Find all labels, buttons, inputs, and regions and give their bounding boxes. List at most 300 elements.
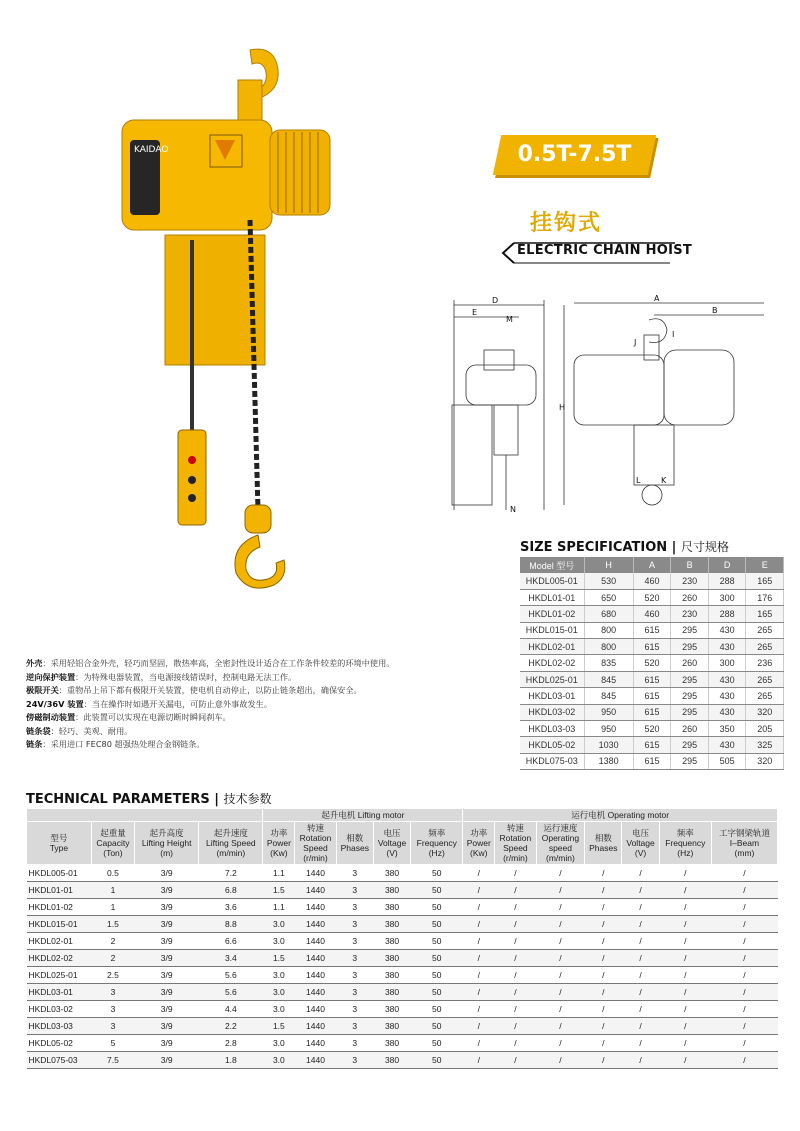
tech-value-cell: 0.5 — [91, 865, 134, 882]
size-row — [520, 655, 784, 671]
tech-value-cell: 3 — [336, 1018, 373, 1035]
tech-model-cell: HKDL075-03 — [27, 1052, 92, 1069]
size-value-cell: 236 — [746, 655, 784, 671]
size-spec-title: SIZE SPECIFICATION | 尺寸规格 — [520, 540, 729, 555]
tech-row — [27, 1018, 778, 1035]
tech-value-cell: 4.4 — [199, 1001, 263, 1018]
size-value-cell: 430 — [708, 737, 746, 753]
size-value-cell: 615 — [633, 737, 671, 753]
size-value-cell: 680 — [584, 606, 633, 622]
tech-value-cell: / — [585, 899, 622, 916]
tech-value-cell: 3 — [336, 1035, 373, 1052]
tech-value-cell: / — [585, 967, 622, 984]
tech-value-cell: 380 — [373, 882, 410, 899]
tech-value-cell: 3.4 — [199, 950, 263, 967]
tech-value-cell: 1440 — [295, 967, 336, 984]
size-value-cell: 460 — [633, 606, 671, 622]
tech-value-cell: / — [463, 933, 495, 950]
tech-value-cell: 380 — [373, 1001, 410, 1018]
tech-value-cell: / — [585, 1018, 622, 1035]
tech-value-cell: 50 — [411, 916, 463, 933]
tech-row — [27, 967, 778, 984]
tech-value-cell: 3 — [336, 950, 373, 967]
tech-value-cell: / — [711, 882, 777, 899]
tech-value-cell: 380 — [373, 865, 410, 882]
tech-value-cell: / — [536, 1052, 585, 1069]
tech-value-cell: / — [622, 1035, 659, 1052]
size-spec-title-cn: 尺寸规格 — [680, 540, 729, 554]
size-model-cell: HKDL02-02 — [520, 655, 584, 671]
tech-col-header: 起重量 Capacity (Ton) — [91, 822, 134, 865]
tech-value-cell: 3/9 — [135, 984, 199, 1001]
size-value-cell: 320 — [746, 753, 784, 769]
tech-value-cell: 3/9 — [135, 1052, 199, 1069]
tech-value-cell: 1440 — [295, 933, 336, 950]
svg-text:A: A — [654, 295, 660, 303]
tech-col-header: 起升速度 Lifting Speed (m/min) — [199, 822, 263, 865]
size-col-header: E — [746, 557, 784, 573]
tech-value-cell: 380 — [373, 899, 410, 916]
svg-text:K: K — [661, 476, 667, 485]
tech-row — [27, 1035, 778, 1052]
size-value-cell: 520 — [633, 721, 671, 737]
tech-value-cell: / — [659, 967, 711, 984]
tech-value-cell: 3 — [91, 1018, 134, 1035]
product-subtitle: ELECTRIC CHAIN HOIST — [517, 243, 693, 258]
size-value-cell: 300 — [708, 589, 746, 605]
size-model-cell: HKDL005-01 — [520, 573, 584, 589]
svg-text:N: N — [510, 505, 516, 514]
size-value-cell: 615 — [633, 753, 671, 769]
tech-value-cell: 1440 — [295, 865, 336, 882]
tech-value-cell: 3.0 — [263, 1001, 295, 1018]
size-model-cell: HKDL01-01 — [520, 589, 584, 605]
tech-value-cell: / — [659, 1001, 711, 1018]
tech-value-cell: / — [536, 1018, 585, 1035]
svg-text:I: I — [672, 330, 675, 339]
feature-line — [26, 684, 496, 698]
tech-value-cell: 1440 — [295, 1052, 336, 1069]
tech-value-cell: / — [463, 1001, 495, 1018]
size-value-cell: 176 — [746, 589, 784, 605]
feature-label: 外壳 — [26, 658, 43, 668]
tech-value-cell: 2.5 — [91, 967, 134, 984]
tech-value-cell: / — [585, 916, 622, 933]
tech-col-header: 功率 Power (Kw) — [263, 822, 295, 865]
tech-value-cell: / — [622, 984, 659, 1001]
tech-model-cell: HKDL005-01 — [27, 865, 92, 882]
tech-value-cell: 380 — [373, 1018, 410, 1035]
tech-col-header: 转速 Rotation Speed (r/min) — [495, 822, 536, 865]
size-model-cell: HKDL03-03 — [520, 721, 584, 737]
size-value-cell: 295 — [671, 622, 709, 638]
tech-value-cell: 3/9 — [135, 916, 199, 933]
size-value-cell: 295 — [671, 671, 709, 687]
size-col-header: H — [584, 557, 633, 573]
tech-col-header: 相数 Phases — [336, 822, 373, 865]
tech-model-cell: HKDL01-01 — [27, 882, 92, 899]
tech-value-cell: / — [659, 899, 711, 916]
tech-value-cell: / — [622, 1052, 659, 1069]
size-value-cell: 165 — [746, 573, 784, 589]
tech-value-cell: / — [463, 967, 495, 984]
tech-value-cell: / — [495, 865, 536, 882]
tech-value-cell: 3/9 — [135, 899, 199, 916]
tech-value-cell: 3/9 — [135, 882, 199, 899]
tech-value-cell: / — [585, 1001, 622, 1018]
size-value-cell: 430 — [708, 622, 746, 638]
tech-value-cell: / — [495, 1052, 536, 1069]
tech-value-cell: / — [495, 1018, 536, 1035]
tech-value-cell: / — [536, 984, 585, 1001]
size-value-cell: 615 — [633, 671, 671, 687]
tech-value-cell: / — [585, 1035, 622, 1052]
tech-row — [27, 865, 778, 882]
size-row — [520, 606, 784, 622]
size-value-cell: 288 — [708, 573, 746, 589]
tech-value-cell: / — [659, 916, 711, 933]
tech-value-cell: / — [585, 1052, 622, 1069]
tech-value-cell: 380 — [373, 967, 410, 984]
tech-value-cell: 50 — [411, 950, 463, 967]
tech-value-cell: 380 — [373, 1035, 410, 1052]
tech-value-cell: / — [495, 1035, 536, 1052]
tech-row — [27, 984, 778, 1001]
tech-value-cell: 2 — [91, 950, 134, 967]
size-value-cell: 260 — [671, 589, 709, 605]
size-col-header: Model 型号 — [520, 557, 584, 573]
tech-value-cell: 3 — [336, 882, 373, 899]
tech-value-cell: 1.5 — [263, 882, 295, 899]
tech-value-cell: / — [536, 967, 585, 984]
tech-value-cell: / — [536, 1001, 585, 1018]
size-model-cell: HKDL025-01 — [520, 671, 584, 687]
tech-value-cell: 5.6 — [199, 984, 263, 1001]
tech-value-cell: / — [463, 882, 495, 899]
tech-value-cell: 3 — [336, 865, 373, 882]
tech-value-cell: / — [711, 899, 777, 916]
tech-value-cell: 3/9 — [135, 1018, 199, 1035]
tech-value-cell: 380 — [373, 950, 410, 967]
svg-text:B: B — [712, 306, 718, 315]
size-row — [520, 671, 784, 687]
tech-value-cell: 1.5 — [91, 916, 134, 933]
tech-col-header: 转速 Rotation Speed (r/min) — [295, 822, 336, 865]
tech-value-cell: 1.8 — [199, 1052, 263, 1069]
size-value-cell: 295 — [671, 704, 709, 720]
size-row — [520, 753, 784, 769]
tech-value-cell: 3.6 — [199, 899, 263, 916]
tech-value-cell: 3/9 — [135, 967, 199, 984]
tech-value-cell: 380 — [373, 916, 410, 933]
size-value-cell: 265 — [746, 622, 784, 638]
tech-value-cell: / — [659, 1052, 711, 1069]
tech-value-cell: / — [659, 1018, 711, 1035]
tech-value-cell: 1.5 — [263, 950, 295, 967]
size-value-cell: 300 — [708, 655, 746, 671]
size-value-cell: 265 — [746, 688, 784, 704]
feature-line — [26, 671, 496, 685]
dimension-diagram — [444, 295, 784, 525]
size-value-cell: 505 — [708, 753, 746, 769]
tech-value-cell: 3.0 — [263, 967, 295, 984]
tech-value-cell: 3.0 — [263, 1035, 295, 1052]
tech-value-cell: / — [495, 899, 536, 916]
tech-value-cell: / — [463, 916, 495, 933]
tech-value-cell: 50 — [411, 984, 463, 1001]
tech-value-cell: / — [585, 882, 622, 899]
tech-value-cell: 2.8 — [199, 1035, 263, 1052]
size-value-cell: 320 — [746, 704, 784, 720]
size-model-cell: HKDL015-01 — [520, 622, 584, 638]
size-value-cell: 835 — [584, 655, 633, 671]
tech-value-cell: / — [463, 865, 495, 882]
tech-row — [27, 882, 778, 899]
tech-value-cell: 1440 — [295, 950, 336, 967]
size-row — [520, 639, 784, 655]
size-col-header: B — [671, 557, 709, 573]
size-value-cell: 260 — [671, 655, 709, 671]
tech-model-cell: HKDL03-01 — [27, 984, 92, 1001]
size-model-cell: HKDL03-02 — [520, 704, 584, 720]
svg-text:E: E — [472, 308, 478, 317]
tech-model-cell: HKDL025-01 — [27, 967, 92, 984]
tech-value-cell: / — [622, 933, 659, 950]
size-row — [520, 589, 784, 605]
tech-value-cell: 50 — [411, 967, 463, 984]
tech-value-cell: 1440 — [295, 916, 336, 933]
svg-text:D: D — [492, 296, 499, 305]
size-col-header: A — [633, 557, 671, 573]
feature-text: ：轻巧、美观、耐用。 — [50, 725, 133, 736]
tech-value-cell: 3/9 — [135, 1035, 199, 1052]
size-value-cell: 615 — [633, 622, 671, 638]
size-value-cell: 350 — [708, 721, 746, 737]
size-model-cell: HKDL075-03 — [520, 753, 584, 769]
tech-value-cell: 1.1 — [263, 899, 295, 916]
tech-row — [27, 899, 778, 916]
tech-value-cell: / — [536, 1035, 585, 1052]
tech-col-header: 相数 Phases — [585, 822, 622, 865]
tech-value-cell: / — [495, 967, 536, 984]
tech-value-cell: / — [622, 1018, 659, 1035]
size-value-cell: 325 — [746, 737, 784, 753]
size-value-cell: 950 — [584, 704, 633, 720]
size-value-cell: 288 — [708, 606, 746, 622]
tech-value-cell: / — [622, 865, 659, 882]
tech-value-cell: / — [536, 933, 585, 950]
tech-params-table — [26, 808, 778, 1069]
size-value-cell: 260 — [671, 721, 709, 737]
tech-value-cell: 2.2 — [199, 1018, 263, 1035]
feature-label: 链条 — [26, 739, 43, 749]
tech-row — [27, 1001, 778, 1018]
tech-model-cell: HKDL01-02 — [27, 899, 92, 916]
tech-value-cell: / — [463, 899, 495, 916]
tech-col-header: 型号 Type — [27, 822, 92, 865]
size-value-cell: 530 — [584, 573, 633, 589]
feature-line — [26, 657, 496, 671]
size-spec-table — [520, 557, 784, 770]
tech-params-title: TECHNICAL PARAMETERS | 技术参数 — [26, 792, 272, 807]
tech-value-cell: 3 — [336, 1001, 373, 1018]
tech-value-cell: / — [463, 950, 495, 967]
svg-text:H: H — [559, 403, 566, 412]
tech-value-cell: 1 — [91, 899, 134, 916]
size-value-cell: 615 — [633, 704, 671, 720]
tech-value-cell: 1440 — [295, 1018, 336, 1035]
tech-value-cell: 3/9 — [135, 950, 199, 967]
size-value-cell: 1030 — [584, 737, 633, 753]
tech-value-cell: / — [622, 916, 659, 933]
tech-value-cell: / — [463, 1018, 495, 1035]
tech-value-cell: 50 — [411, 1035, 463, 1052]
feature-line — [26, 698, 496, 712]
size-value-cell: 800 — [584, 622, 633, 638]
tech-value-cell: / — [463, 984, 495, 1001]
tech-value-cell: / — [463, 1052, 495, 1069]
tech-value-cell: / — [463, 1035, 495, 1052]
tech-col-header: 频率 Frequency (Hz) — [659, 822, 711, 865]
tech-value-cell: / — [659, 1035, 711, 1052]
size-value-cell: 265 — [746, 671, 784, 687]
tech-value-cell: 3 — [336, 984, 373, 1001]
tech-value-cell: / — [622, 967, 659, 984]
tech-value-cell: 1440 — [295, 899, 336, 916]
tech-value-cell: / — [495, 916, 536, 933]
size-row — [520, 737, 784, 753]
size-value-cell: 205 — [746, 721, 784, 737]
tech-col-header: 频率 Frequency (Hz) — [411, 822, 463, 865]
size-model-cell: HKDL05-02 — [520, 737, 584, 753]
tech-value-cell: 50 — [411, 1052, 463, 1069]
tech-value-cell: / — [711, 933, 777, 950]
tech-value-cell: 50 — [411, 1001, 463, 1018]
tech-model-cell: HKDL05-02 — [27, 1035, 92, 1052]
size-value-cell: 650 — [584, 589, 633, 605]
tech-value-cell: / — [536, 865, 585, 882]
tech-value-cell: 50 — [411, 882, 463, 899]
tech-value-cell: 380 — [373, 933, 410, 950]
feature-label: 逆向保护装置 — [26, 671, 76, 682]
tech-value-cell: 50 — [411, 865, 463, 882]
tech-value-cell: 3.0 — [263, 933, 295, 950]
lifting-motor-group-header: 起升电机 Lifting motor — [263, 809, 463, 822]
tech-value-cell: 3 — [91, 1001, 134, 1018]
feature-description — [26, 657, 496, 752]
tech-value-cell: / — [585, 950, 622, 967]
size-model-cell: HKDL01-02 — [520, 606, 584, 622]
tech-model-cell: HKDL02-01 — [27, 933, 92, 950]
tech-value-cell: / — [711, 1035, 777, 1052]
feature-label: 24V/36V 装置 — [26, 698, 84, 709]
size-value-cell: 520 — [633, 655, 671, 671]
tech-value-cell: 2 — [91, 933, 134, 950]
tech-value-cell: 1440 — [295, 882, 336, 899]
feature-label: 傍磁制动装置 — [26, 712, 76, 722]
tech-value-cell: 3.0 — [263, 916, 295, 933]
tech-row — [27, 1052, 778, 1069]
feature-text: ：此装置可以实现在电源切断时瞬间刹车。 — [75, 712, 231, 722]
size-value-cell: 520 — [633, 589, 671, 605]
size-value-cell: 845 — [584, 671, 633, 687]
tech-value-cell: 6.8 — [199, 882, 263, 899]
tech-value-cell: / — [711, 865, 777, 882]
tech-value-cell: 3 — [336, 916, 373, 933]
tech-value-cell: / — [659, 984, 711, 1001]
tech-value-cell: / — [495, 950, 536, 967]
feature-line — [26, 711, 496, 725]
tech-value-cell: 3.0 — [263, 1052, 295, 1069]
tech-value-cell: / — [495, 933, 536, 950]
feature-text: ：重物吊上吊下都有极限开关装置，使电机自动停止，以防止链条超出，确保安全。 — [58, 685, 362, 695]
tech-value-cell: / — [622, 1001, 659, 1018]
tech-value-cell: / — [659, 882, 711, 899]
tech-value-cell: / — [495, 984, 536, 1001]
tech-value-cell: 5.6 — [199, 967, 263, 984]
size-spec-title-en: SIZE SPECIFICATION — [520, 540, 668, 555]
tech-params-title-cn: 技术参数 — [223, 792, 272, 806]
hook-type-label: 挂钩式 — [530, 211, 603, 236]
tech-value-cell: 3/9 — [135, 1001, 199, 1018]
size-model-cell: HKDL03-01 — [520, 688, 584, 704]
tech-value-cell: / — [659, 950, 711, 967]
size-row — [520, 721, 784, 737]
tech-row — [27, 950, 778, 967]
size-value-cell: 615 — [633, 688, 671, 704]
size-value-cell: 295 — [671, 639, 709, 655]
chain-hoist-product-image — [110, 40, 340, 600]
size-value-cell: 950 — [584, 721, 633, 737]
tech-value-cell: / — [622, 950, 659, 967]
tech-value-cell: / — [536, 916, 585, 933]
tech-col-header: 起升高度 Lifting Height (m) — [135, 822, 199, 865]
tech-value-cell: 3/9 — [135, 933, 199, 950]
tech-value-cell: / — [711, 1001, 777, 1018]
tech-value-cell: 50 — [411, 899, 463, 916]
svg-text:M: M — [506, 315, 513, 324]
size-value-cell: 430 — [708, 704, 746, 720]
size-value-cell: 460 — [633, 573, 671, 589]
size-row — [520, 573, 784, 589]
size-value-cell: 265 — [746, 639, 784, 655]
tech-value-cell: 8.8 — [199, 916, 263, 933]
tech-value-cell: / — [536, 899, 585, 916]
size-value-cell: 165 — [746, 606, 784, 622]
tech-col-header: 工字钢梁轨道 I–Beam (mm) — [711, 822, 777, 865]
svg-text:KAIDAO: KAIDAO — [134, 145, 169, 155]
size-value-cell: 1380 — [584, 753, 633, 769]
tech-value-cell: 3 — [336, 933, 373, 950]
tech-value-cell: / — [495, 1001, 536, 1018]
tech-value-cell: / — [622, 899, 659, 916]
feature-label: 链条袋 — [26, 725, 51, 736]
tech-value-cell: / — [659, 865, 711, 882]
tech-col-header: 功率 Power (Kw) — [463, 822, 495, 865]
tech-value-cell: 1440 — [295, 1001, 336, 1018]
tech-value-cell: / — [711, 950, 777, 967]
size-value-cell: 430 — [708, 671, 746, 687]
feature-label: 极限开关 — [26, 685, 59, 695]
svg-text:L: L — [636, 476, 641, 485]
tech-row — [27, 916, 778, 933]
size-value-cell: 430 — [708, 639, 746, 655]
tech-value-cell: / — [711, 984, 777, 1001]
tech-value-cell: 5 — [91, 1035, 134, 1052]
feature-text: ：采用轻铝合金外壳，轻巧而坚固，散热率高，全密封性设计适合在工作条件较差的环境中使用。 — [42, 658, 395, 668]
size-value-cell: 230 — [671, 606, 709, 622]
tech-value-cell: / — [585, 984, 622, 1001]
